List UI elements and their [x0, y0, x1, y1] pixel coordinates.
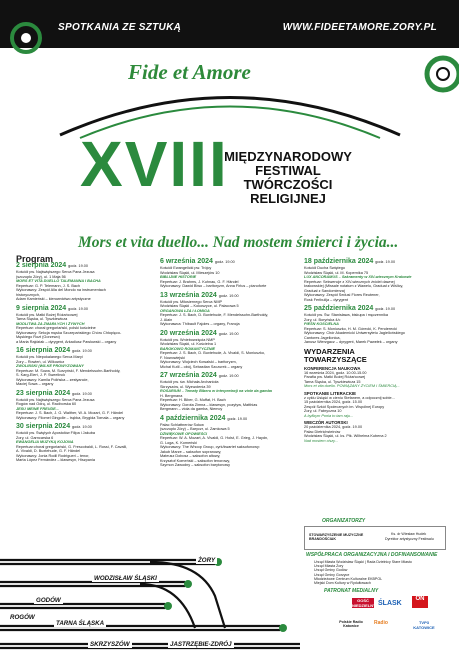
program-event [160, 372, 285, 412]
cooperation-item: Urząd Miasta Żory [314, 564, 344, 569]
event-detail-line: Wykonawcy: Chór Akademicki Uniwersytetu Jagiellońskiego [304, 331, 405, 335]
event-detail-line: ZWOLIŃSKI (WILKE PROWYZOWANY [16, 364, 84, 368]
event-detail-line: BAROKOWO ROMANTYCZNIE [160, 346, 216, 351]
event-detail-line: Repertuar:chorał gregoriański, G. Frescobaldi, L. Rossi, F. Cavalli, [16, 444, 128, 449]
event-detail-line: historycznych, [16, 292, 41, 297]
track-label-jastrzebie: JASTRZĘBIE-ZDRÓJ [170, 641, 232, 648]
event-date: 2 sierpnia 2024 godz. 19.00 [16, 262, 89, 269]
accompany-detail-line: 16 września 2024, godz. 10.00-15.00 [304, 370, 367, 375]
event-detail-line: Kościół pw. Najświętszego Serca Pana Jezusa [16, 270, 95, 274]
event-detail-line: Wykonawcy: Jonia Rodil Rodrigueri – tenor, [16, 453, 90, 458]
track-label-wodzislaw: WODZISŁAW ŚLĄSKI [94, 575, 157, 582]
header-left-text: SPOTKANIA ZE SZTUKĄ [58, 22, 182, 33]
event-detail-line: Wodzisław Śląski – Kokoszyce, ul. Pałacowa 5 [160, 304, 239, 308]
event-detail-line: Wykonawcy: Dorota Zimna – klawesyn, pozytyw, Matthias [160, 402, 258, 407]
event-detail-line: G. Loga, K. Komeński [160, 440, 197, 445]
event-detail-line: Tarna Śląska, ul. Tyszkiewicza [16, 317, 68, 321]
program-column-2 [160, 258, 285, 471]
event-detail-line: Kościół pw. św. Michała Archanioła [160, 380, 219, 384]
accompany-detail-line: A bylibym Ponia to tam raju... [304, 413, 354, 418]
accompany-event-title: SPOTKANIE LITERACKIE [304, 390, 357, 396]
organizer-name: Ks. dr Wiesław Hudek [391, 532, 427, 536]
program-column-1 [16, 262, 146, 466]
event-detail-line: Żory – Rowień, ul. Wilkowicz [16, 359, 65, 364]
track-label-rogow: ROGÓW [10, 614, 35, 621]
festival-name [218, 150, 358, 206]
accompany-detail-line: Wodzisław Śląski, ul. ks. Płk. Wilhelma Kubena 2 [304, 434, 387, 438]
event-date: 27 września 2024 godz. 19.00 [160, 372, 239, 379]
edition-numeral: XVIII [80, 128, 229, 200]
event-detail-line: Kościół pw. Św. Stanisława, biskupa i męczennika [304, 313, 388, 317]
event-detail-line: ROSARIUM – Tematy Biberu w interpretacji na viole da gamba [160, 389, 272, 393]
event-date: 13 września 2024 godz. 19.00 [160, 291, 239, 299]
patron-logo: TVP3 KATOWICE [413, 620, 435, 630]
cooperation-title: WSPÓŁPRACA ORGANIZACYJNA I DOFINANSOWANIE [306, 552, 438, 558]
program-event [16, 390, 146, 421]
accompany-event [304, 420, 444, 443]
event-detail-line: Repertuar: J. S. Bach, D. Buxtehude, A. Vivaldi, S. Moniuszko, [160, 351, 266, 355]
accompany-detail-line: Pałac Dietrichsteinów [304, 429, 341, 434]
accompany-event [304, 391, 444, 419]
program-title: Program [16, 254, 54, 264]
event-detail-line: MODLITWA ZA ZMARŁYCH I ŻYWYCH [16, 321, 85, 326]
event-detail-line: Wykonawca: Thibault Fajoles – organy, Francja [160, 322, 240, 326]
accompany-title-line: WYDARZENIA [304, 346, 355, 356]
event-detail-line: Wykonawcy: Zespół Alla del Mondo na instrumentach [16, 288, 106, 292]
event-detail-line: Wykonawcy: Wojciech Kowalski – baritoryzm, [160, 360, 237, 364]
event-detail-line: Repertuar: G. P. Telemann, J. S. Bach [16, 283, 81, 288]
program-event [16, 347, 146, 387]
accompany-detail-line: Zespół Szkół Społecznych im. Wspólnej Europy [304, 404, 385, 409]
event-detail-line: Bergmann – viola da gamba, Niemcy [160, 407, 223, 411]
event-date: 23 sierpnia 2024 godz. 19.00 [16, 389, 92, 397]
accompany-detail-line: Tarna Śląska, ul. Tyszkiewicza 15 [304, 379, 361, 384]
event-detail-line: Wykonawcy: The Whoop Group, cyrk/kwartet saksofonowy: [160, 445, 260, 449]
event-date: 25 października 2024 godz. 19.00 [304, 305, 396, 312]
track-label-tarna: TARNA ŚLĄSKA [56, 620, 105, 627]
event-detail-line: Wykonawcy: Sekcja męska Szczepańskiego Chóru Chłopięco- [16, 330, 122, 335]
event-detail-line: J. Alain [160, 317, 173, 322]
accompany-detail-line: 15 października 2024, godz. 15.00 [304, 400, 363, 404]
event-detail-line: Janusz Wierzgacz – dyrygent, Marek Pawełek – organy [304, 340, 398, 344]
event-detail-line: Męskiego Rozt (Gorzewo) [16, 335, 60, 339]
event-detail-line: Repertuar: M. Sowa, M. Surzyński, F. Mendelssohn-Bartholdy, [16, 368, 121, 373]
cooperation-item: Urząd Gminy Gorzyce [314, 572, 350, 577]
program-event [304, 258, 444, 302]
event-detail-line: Cantores Jagellonica, [304, 335, 341, 340]
program-event [160, 330, 285, 370]
event-detail-line: EWANGELIA MUZYKĄ KOJONA [16, 440, 74, 444]
event-detail-line: Kościół Ducha Świętego [304, 266, 345, 270]
program-event [16, 262, 146, 302]
event-detail-line: Maciej Sowa – organy [16, 382, 54, 386]
accompany-title [304, 348, 444, 364]
organizers-box [304, 526, 446, 550]
patron-logo: ŚLASK [378, 600, 402, 607]
accompany-detail-line: Żory, ul. Fabryczna 10 [304, 409, 342, 413]
event-detail-line: PIEŚŃ KOSCIELNA [304, 322, 339, 326]
organizer-role: Dyrektor artystyczny Festiwalu [385, 537, 434, 541]
event-detail-line: A. Vivaldi, D. Buxtehude, G. F. Händel [16, 449, 81, 453]
event-detail-line: Kościół pw. Najświętszego Serca Pana Jezusa [16, 397, 95, 402]
program-column-3 [304, 258, 444, 445]
event-detail-line: Wodzisław Śląski, ul. Kościelna 1 [160, 342, 217, 346]
accompany-event-title: KONFERENCJA NAUKOWA [304, 365, 361, 371]
organizers-title: ORGANIZATORZY [322, 518, 366, 524]
event-detail-line: (szczupło Żóry) – Baryczr, ul. Zamkowa 5 [160, 427, 230, 431]
program-event [16, 305, 146, 345]
event-detail-line: LUX ANCORAMUS – Sakramenty w XIV-wiecznym Krakowie [304, 275, 412, 279]
program-event [160, 258, 285, 289]
accompany-detail-line: Mors et vita duello. POWIĄZANY ŻYCIEM I ŚMIERCIĄ... [304, 384, 400, 388]
header-website[interactable]: WWW.FIDEETAMORE.ZORY.PL [282, 22, 437, 33]
festival-name-line: FESTIWAL [255, 163, 321, 178]
event-detail-line: S. Karg-Elert, J. P. Sweelinck [16, 373, 66, 377]
track-label-godow: GODÓW [36, 597, 61, 604]
accompany-detail-line: Parafia pw. Matki Bożej Różańcowej [304, 375, 366, 379]
event-detail-line: Repertuar: S. Moniuszko, H. M. Górecki, K. Penderecki [304, 326, 397, 331]
cooperation-item: Miejski Dom Kultury w Rydułtowach [314, 581, 371, 586]
event-detail-line: ORGANOWA ŁZA I ŁOMIGA [160, 308, 210, 313]
organizer-name: STOWARZYSZENIE MUZYCZNE BRANDOŚCIAK [309, 533, 364, 541]
event-detail-line: Kościół pw. Świętych Apostołów Filipa i Jakuba [16, 431, 95, 435]
event-detail-line: Kościół Ewangelicki pw. Trójcy [160, 266, 212, 270]
event-detail-line: Repertuar: Sekwencje z XIV-wiecznych źródeł dawnej [304, 279, 395, 284]
event-detail-line: krakowskiej (Missale notatum z Wawelu, Graduał z Wiślicy, [304, 284, 404, 288]
event-detail-line: Graduał z Sandomierza) [304, 288, 346, 293]
event-date: 16 sierpnia 2024 godz. 19.00 [16, 347, 92, 354]
program-event [304, 305, 444, 345]
event-detail-line: Rogów nad Odrą, ul. Raciborska 60 [16, 402, 77, 406]
festival-logo-text: Fide et Amore [128, 60, 251, 84]
patron-logo: ON [412, 596, 428, 608]
cooperation-item: Urząd Gminy Godów [314, 568, 348, 573]
program-event [160, 292, 285, 327]
event-detail-line: DŹWIĘKOWE OPOWIEŚCI [160, 431, 208, 436]
festival-motto: Mors et vita duello... Nad mostem śmierci i życia... [78, 234, 399, 251]
event-date: 30 sierpnia 2024 godz. 19.00 [16, 423, 92, 430]
event-detail-line: F. Nowowiejski [160, 355, 185, 360]
accompany-detail-line: 20 października 2024, godz. 19.00 [304, 425, 363, 429]
patron-logo: Polskie Radio Katowice [339, 620, 363, 628]
festival-name-line: MIĘDZYNARODOWY [224, 149, 352, 164]
event-detail-line: Krzysztof Komeński – saksofon tenorowy, [160, 458, 230, 463]
event-detail-line: Wykonawcy: Dawid Biwo – baritoryzm, Anna Firlus – pianoforte [160, 284, 267, 288]
accompany-detail-line: z cyklu Usiąść w cieniu Stefanem, a odpocznij sobie... [304, 395, 395, 400]
festival-name-line: TWÓRCZOŚCI [243, 177, 333, 192]
patron-logo: Radio [374, 620, 388, 626]
event-detail-line: Jakub Marze – saksofon sopranowy, [160, 449, 222, 454]
accompany-title-line: TOWARZYSZĄCE [304, 354, 367, 364]
track-label-skrzyszow: SKRZYSZÓW [90, 641, 130, 648]
event-detail-line: Skrzyszów, ul. Wyzwolenia 39 [160, 384, 211, 389]
event-detail-line: Wykonawcy: Kamila Polińska – zestyancie, [16, 377, 89, 382]
event-date: 20 września 2024 godz. 19.00 [160, 329, 239, 337]
event-detail-line: Mateusz Dobosz – saksofon altowy, [160, 454, 221, 458]
event-date: 4 października 2024 godz. 19.00 [160, 414, 248, 422]
event-detail-line: JESU MEINE FREUDE... [16, 406, 59, 411]
event-date: 18 października 2024 godz. 19.00 [304, 258, 396, 265]
event-detail-line: Repertuar: J. Brahms, J. Kuhnau, G. F. Händel [160, 279, 239, 284]
event-detail-line: Kościół pw. Niepokalanego Serca Maryi [16, 355, 83, 359]
event-detail-line: Wykonawcy: Zespół Sedusi Flores Reutener, [304, 293, 380, 297]
event-detail-line: MORS ET VITA DUELLO TALEMANNA I BACHA [16, 279, 101, 283]
event-detail-line: Marta López Fernández – klawesyn, Hiszpania [16, 458, 95, 462]
event-date: 9 sierpnia 2024 godz. 19.00 [16, 304, 89, 312]
event-detail-line: Żory, ul. Garncarska 6 [16, 435, 54, 440]
event-detail-line: BIBLIJNE HISTORIE [160, 275, 197, 279]
event-detail-line: Rosk Feribulija – dyrygent [304, 297, 348, 302]
event-detail-line: Wodzisław Śląski, ul. Mieszejów 10 [160, 270, 220, 275]
event-detail-line: Kościół pw. Matki Bożej Różańcowej [16, 312, 78, 317]
program-event [16, 423, 146, 463]
track-label-zory: ŻORY [198, 557, 216, 564]
event-detail-line: a Maria Rajdziak – dyrygent, Arkadiusz Pawlowski – organy [16, 339, 117, 344]
event-detail-line: H. Bergmana [160, 393, 183, 398]
accompany-detail-line: Nad mostem ciszy... [304, 438, 338, 443]
event-detail-line: Szymon Zawodny – saksofon barytonowy [160, 463, 231, 467]
decorative-rings-icon [0, 20, 70, 80]
event-date: 6 września 2024 godz. 19.00 [160, 258, 235, 265]
event-detail-line: Wykonawcy: Filomel Gingolle – trąbka, Brygida Tomala – organy [16, 415, 125, 420]
event-detail-line: Pałac Schlattnerów Sołuw [160, 422, 204, 427]
cooperation-list [314, 560, 412, 585]
event-detail-line: Wodzisław Śląski, ul. M. Kopernika 75 [304, 270, 369, 275]
event-detail-line: Repertuar: chorał gregoriański, polski kościelne [16, 326, 96, 330]
accompany-event-title: WIECZÓR AUTORSKI [304, 420, 348, 425]
event-detail-line: Kościół pw. Miłosiernego Serca NMP [160, 299, 223, 304]
event-detail-line: Adam Kamieński – kierownictwo artystyczne [16, 297, 91, 301]
patrons-title: PATRONAT MEDIALNY [324, 588, 379, 594]
event-detail-line: Michał Kutil – obój, Sebastian Szczurek – organy [160, 364, 243, 369]
festival-name-line: RELIGIJNEJ [250, 191, 326, 206]
event-detail-line: Żory, ul. Boryńska 4/c [304, 317, 341, 322]
event-detail-line: Repertuar: J. S. Bach, D. Buxtehude, F. Mendelssohn-Bartholdy, [160, 313, 269, 317]
cooperation-item: Urząd Miasta Wodzisław Śląski | Rada Dzielnicy Stare Miasto [314, 560, 412, 564]
patron-logo: GOŚĆ NIEDZIELNY [352, 598, 376, 608]
event-detail-line: Repertuar: J. S. Bach, J. G. Walther, W. A. Mozart, G. F. Händel [16, 411, 124, 415]
event-detail-line: (szczupło Żóry), ul. 1 Maja 56 [16, 274, 66, 279]
event-detail-line: Repertuar: H. Biber, G. Muffat, H. Bach [160, 398, 226, 402]
event-detail-line: Repertuar: W. A. Mozart, A. Vivaldi, G. Holst, E. Grieg, J. Haydn, [160, 436, 269, 440]
event-detail-line: Kościół pw. Wniebowzięcia NMP [160, 337, 215, 342]
cooperation-item: Młodzieżowe Centrum Kulturalne EKBPOL [314, 576, 383, 581]
accompany-event [304, 366, 444, 389]
program-event [160, 415, 285, 468]
